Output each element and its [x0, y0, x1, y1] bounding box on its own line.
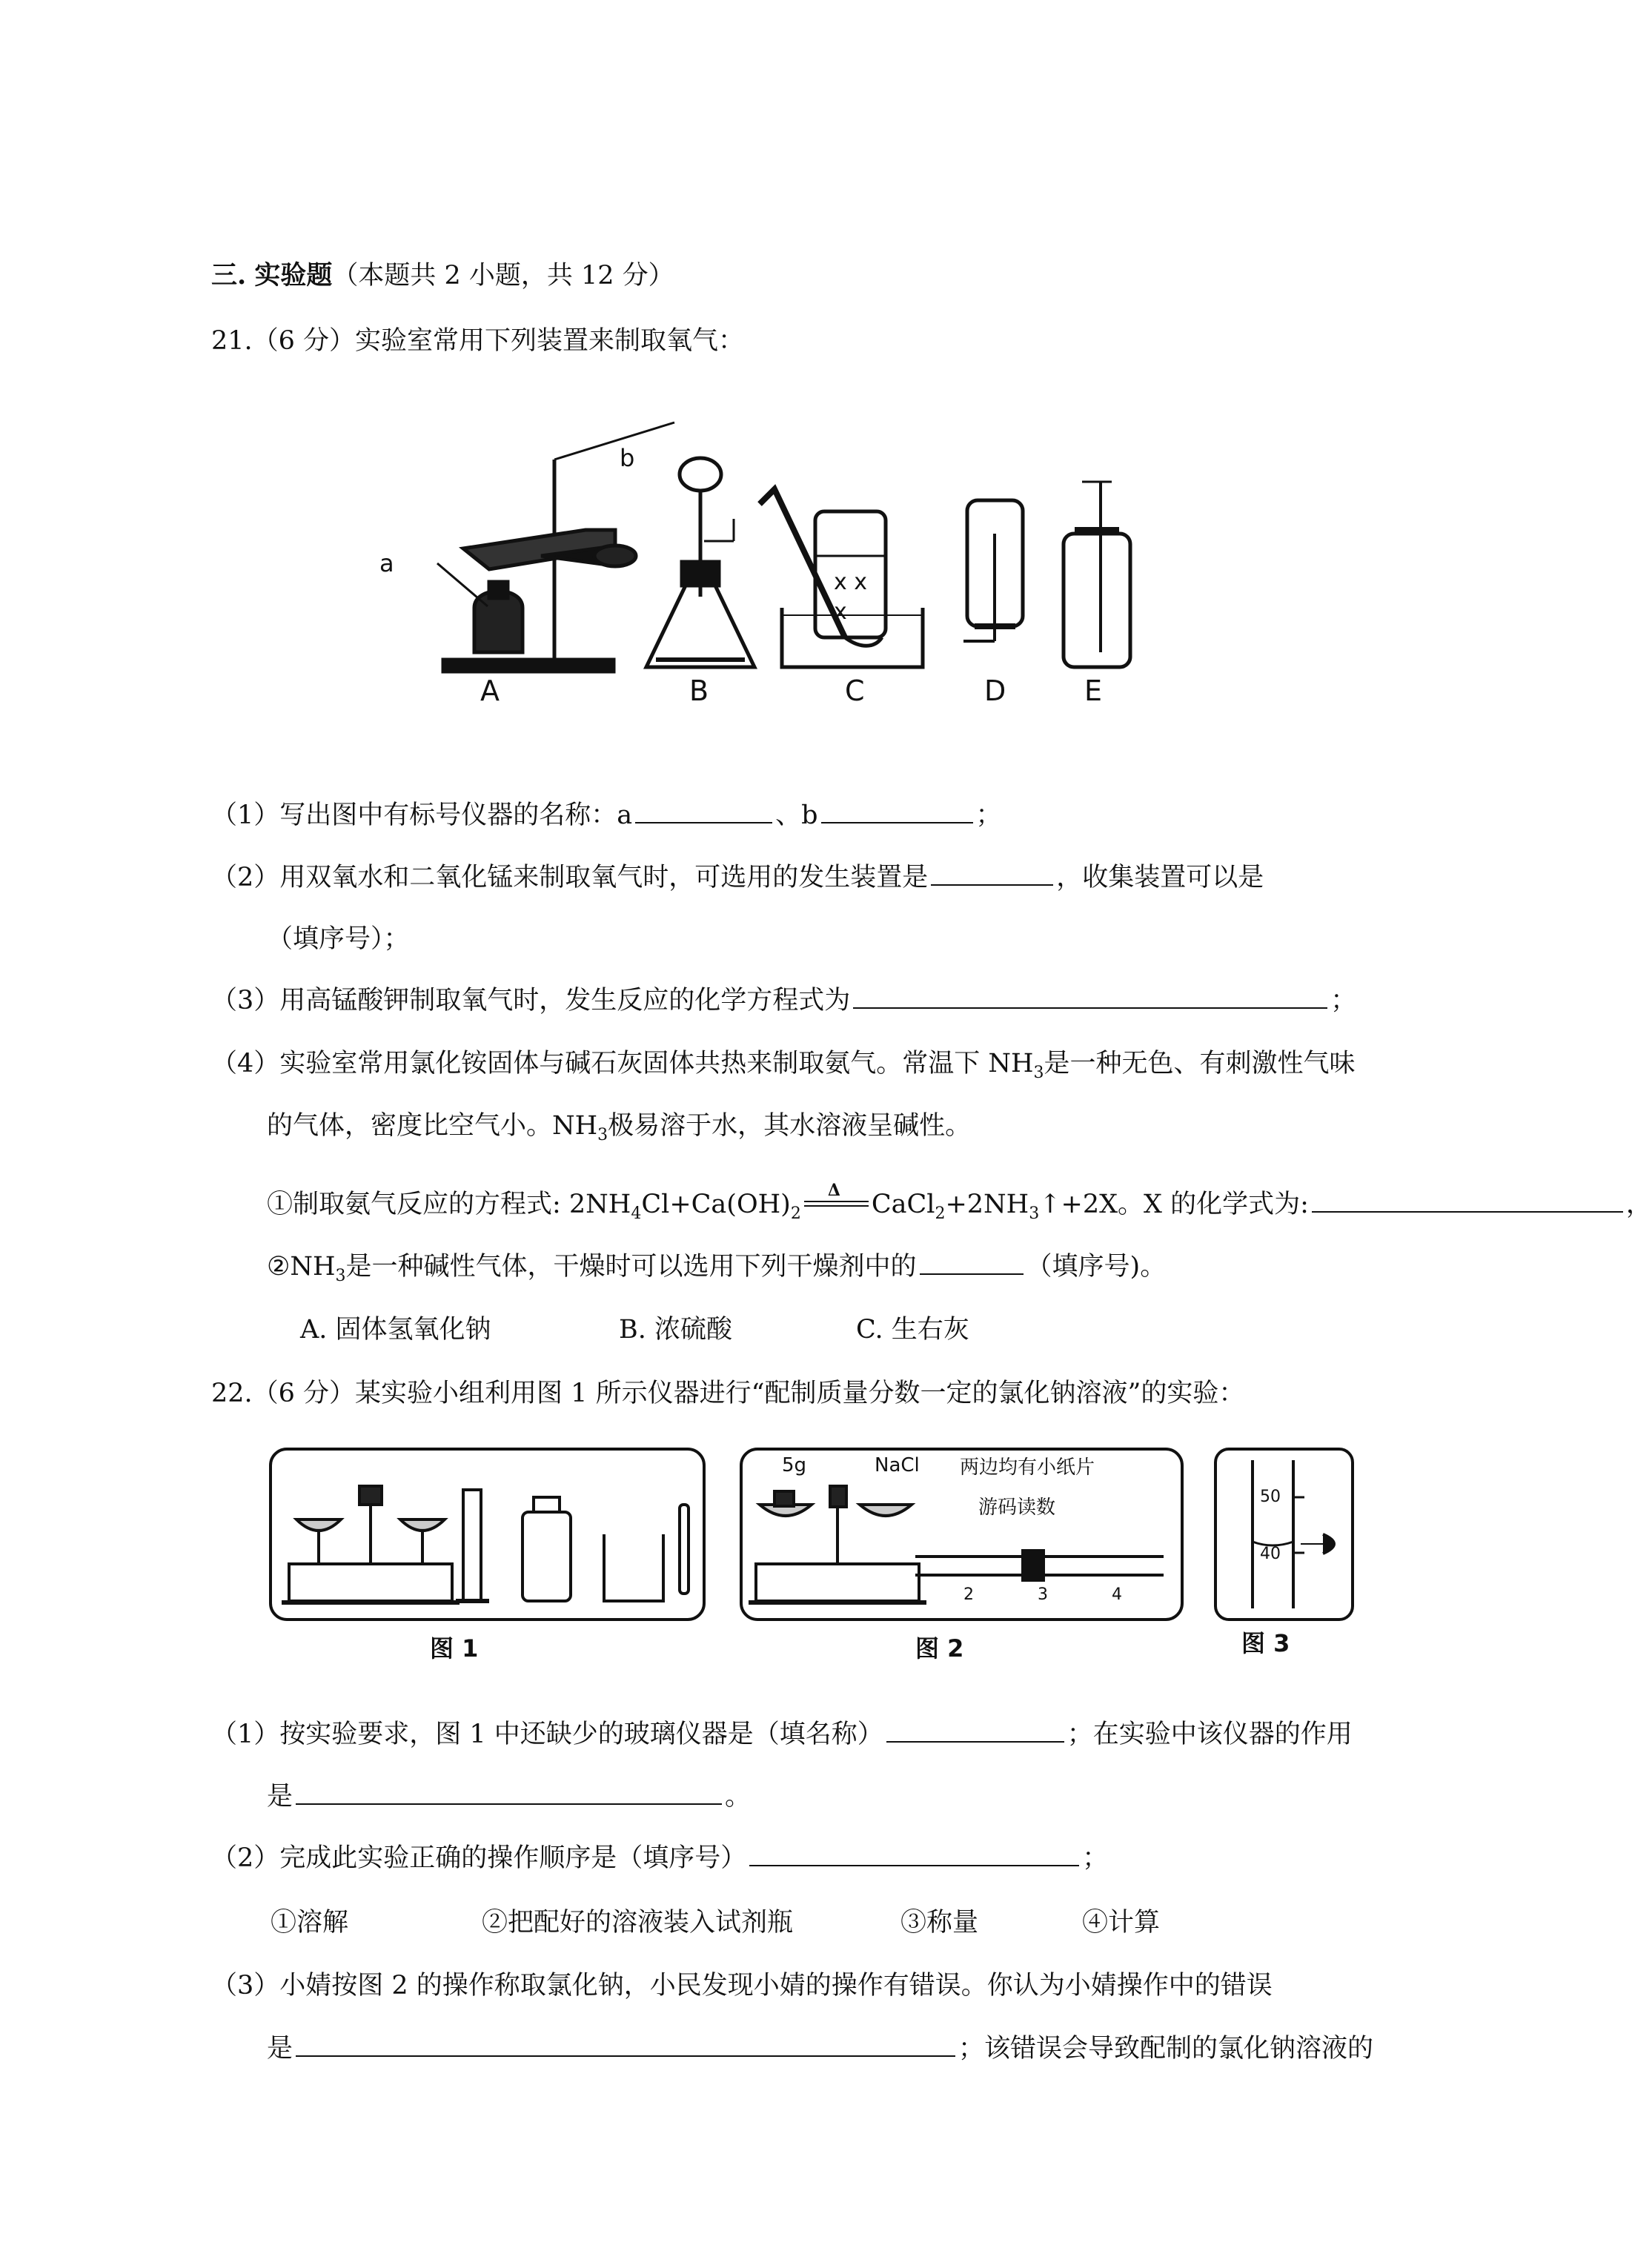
- equals-line: [804, 1205, 869, 1207]
- label-B: B: [689, 674, 709, 707]
- section-number: 三.: [211, 260, 247, 291]
- q22-part3b: [267, 2032, 1373, 2065]
- q21-part1: [211, 799, 1002, 832]
- q21-p3-end: ；: [1330, 986, 1357, 1015]
- q22-figures: [267, 1445, 1356, 1690]
- q21-p5-sub: 3: [335, 1267, 346, 1285]
- q21-part2: [211, 861, 1264, 894]
- eq-sub: 3: [1029, 1204, 1040, 1223]
- blank-instrument-use[interactable]: [296, 1781, 722, 1805]
- step-4: ④计算: [1082, 1908, 1161, 1938]
- label-D: D: [984, 674, 1006, 707]
- blank-b[interactable]: [821, 800, 973, 823]
- q21-intro: 21.（6 分）实验室常用下列装置来制取氧气：: [211, 326, 745, 356]
- q21-p4a-text: （4）实验室常用氯化铵固体与碱石灰固体共热来制取氨气。常温下 NH: [211, 1049, 1034, 1078]
- q21-p1-text: （1）写出图中有标号仪器的名称：a: [211, 800, 633, 830]
- eq-end: ，: [1625, 1190, 1652, 1219]
- q21-part3: [211, 984, 1356, 1017]
- fig1-label: 图 1: [430, 1634, 479, 1663]
- q22-p1b-end: 。: [725, 1782, 752, 1812]
- fig2-nacl: NaCl: [875, 1454, 920, 1476]
- equals-line: [804, 1201, 869, 1202]
- q21-p4a-end: 是一种无色、有刺激性气味: [1044, 1049, 1356, 1078]
- blank-x-formula[interactable]: [1312, 1189, 1623, 1213]
- fig2-note2: 游码读数: [978, 1496, 1056, 1519]
- option-A: A. 固体氢氧化钠: [300, 1315, 491, 1345]
- equals-delta-sign: [801, 1180, 872, 1217]
- label-C: C: [845, 674, 865, 707]
- step-2: ②把配好的溶液装入试剂瓶: [482, 1908, 794, 1938]
- q21-p4b-end: 极易溶于水，其水溶液呈碱性。: [608, 1111, 972, 1141]
- q22-p2-end: ；: [1082, 1843, 1109, 1873]
- eq-sub: 2: [790, 1204, 801, 1223]
- q21-p4b-sub: 3: [597, 1126, 608, 1144]
- q21-p4a-sub: 3: [1033, 1064, 1044, 1082]
- fig3-tick-40: 40: [1260, 1545, 1281, 1563]
- label-A: A: [480, 674, 500, 707]
- eq-part: CaCl: [871, 1190, 935, 1219]
- q22-p1-end: ；在实验中该仪器的作用: [1066, 1720, 1353, 1749]
- q22-part1: [211, 1718, 1353, 1751]
- q21-p1-end: ；: [975, 800, 1002, 830]
- q21-part4b: [267, 1110, 971, 1152]
- fig2-weight: 5g: [782, 1454, 807, 1476]
- q21-p5-mid: 是一种碱性气体，干燥时可以选用下列干燥剂中的: [345, 1252, 917, 1282]
- svg-text:x: x: [834, 599, 847, 625]
- q21-p1-mid: 、b: [775, 800, 818, 830]
- q22-p3b-text: 是: [267, 2034, 293, 2064]
- option-C: C. 生右灰: [856, 1315, 969, 1345]
- label-E: E: [1084, 674, 1103, 707]
- eq-part: ①制取氨气反应的方程式: 2NH: [267, 1190, 631, 1219]
- q22-part2: [211, 1842, 1108, 1875]
- eq-part: +2NH: [945, 1190, 1029, 1219]
- q22-p1b-text: 是: [267, 1782, 293, 1812]
- svg-text:x x: x x: [834, 569, 868, 595]
- q21-p2-end: ，收集装置可以是: [1056, 863, 1264, 892]
- section-heading: [211, 259, 674, 292]
- section-title: 实验题: [254, 260, 333, 291]
- fig2-tick-3: 3: [1038, 1585, 1048, 1604]
- fig2-label: 图 2: [915, 1634, 964, 1663]
- q22-p2-text: （2）完成此实验正确的操作顺序是（填序号）: [211, 1843, 747, 1873]
- blank-order[interactable]: [749, 1843, 1079, 1866]
- q22-intro: 22.（6 分）某实验小组利用图 1 所示仪器进行“配制质量分数一定的氯化钠溶液”的实验：: [211, 1379, 1245, 1408]
- fig3-tick-50: 50: [1260, 1488, 1281, 1506]
- q21-equation: [267, 1180, 1652, 1230]
- fig2-tick-4: 4: [1112, 1585, 1122, 1604]
- eq-part: Cl+Ca(OH): [641, 1190, 791, 1219]
- step-1: ①溶解: [271, 1908, 349, 1938]
- q21-part2b: （填序号）；: [267, 924, 410, 954]
- blank-generator[interactable]: [931, 862, 1053, 886]
- eq-sub: 4: [631, 1204, 642, 1223]
- blank-error[interactable]: [296, 2033, 955, 2057]
- blank-equation[interactable]: [853, 985, 1327, 1009]
- q21-p5-end: （填序号)。: [1026, 1252, 1167, 1282]
- step-3: ③称量: [900, 1908, 979, 1938]
- fig2-note1: 两边均有小纸片: [960, 1456, 1095, 1479]
- q22-part3: （3）小婧按图 2 的操作称取氯化钠，小民发现小婧的操作有错误。你认为小婧操作中的错误: [211, 1971, 1273, 2001]
- q22-p3b-end: ；该错误会导致配制的氯化钠溶液的: [958, 2034, 1374, 2064]
- section-note: （本题共 2 小题，共 12 分）: [332, 261, 674, 291]
- label-b: b: [620, 444, 635, 472]
- q21-part5: [267, 1250, 1166, 1293]
- q21-p4b-text: 的气体，密度比空气小。NH: [267, 1111, 598, 1141]
- blank-glass-instrument[interactable]: [886, 1719, 1064, 1743]
- blank-desiccant[interactable]: [920, 1251, 1024, 1275]
- fig3-label: 图 3: [1241, 1629, 1290, 1657]
- label-a: a: [379, 549, 394, 577]
- eq-sub: 2: [935, 1204, 946, 1223]
- blank-a[interactable]: [635, 800, 772, 823]
- q22-part1b: [267, 1780, 751, 1813]
- option-B: B. 浓硫酸: [619, 1315, 732, 1345]
- delta-symbol: Δ: [827, 1180, 840, 1200]
- q21-part4a: [211, 1047, 1356, 1090]
- fig2-tick-2: 2: [963, 1585, 974, 1604]
- q21-p3-text: （3）用高锰酸钾制取氧气时，发生反应的化学方程式为: [211, 986, 851, 1015]
- q21-p5-text: ②NH: [267, 1252, 336, 1282]
- q21-p2-text: （2）用双氧水和二氧化锰来制取氧气时，可选用的发生装置是: [211, 863, 929, 892]
- q21-apparatus-figure: [371, 437, 1245, 715]
- eq-part: ↑+2X。X 的化学式为:: [1039, 1190, 1309, 1219]
- q22-p1-text: （1）按实验要求，图 1 中还缺少的玻璃仪器是（填名称）: [211, 1720, 883, 1749]
